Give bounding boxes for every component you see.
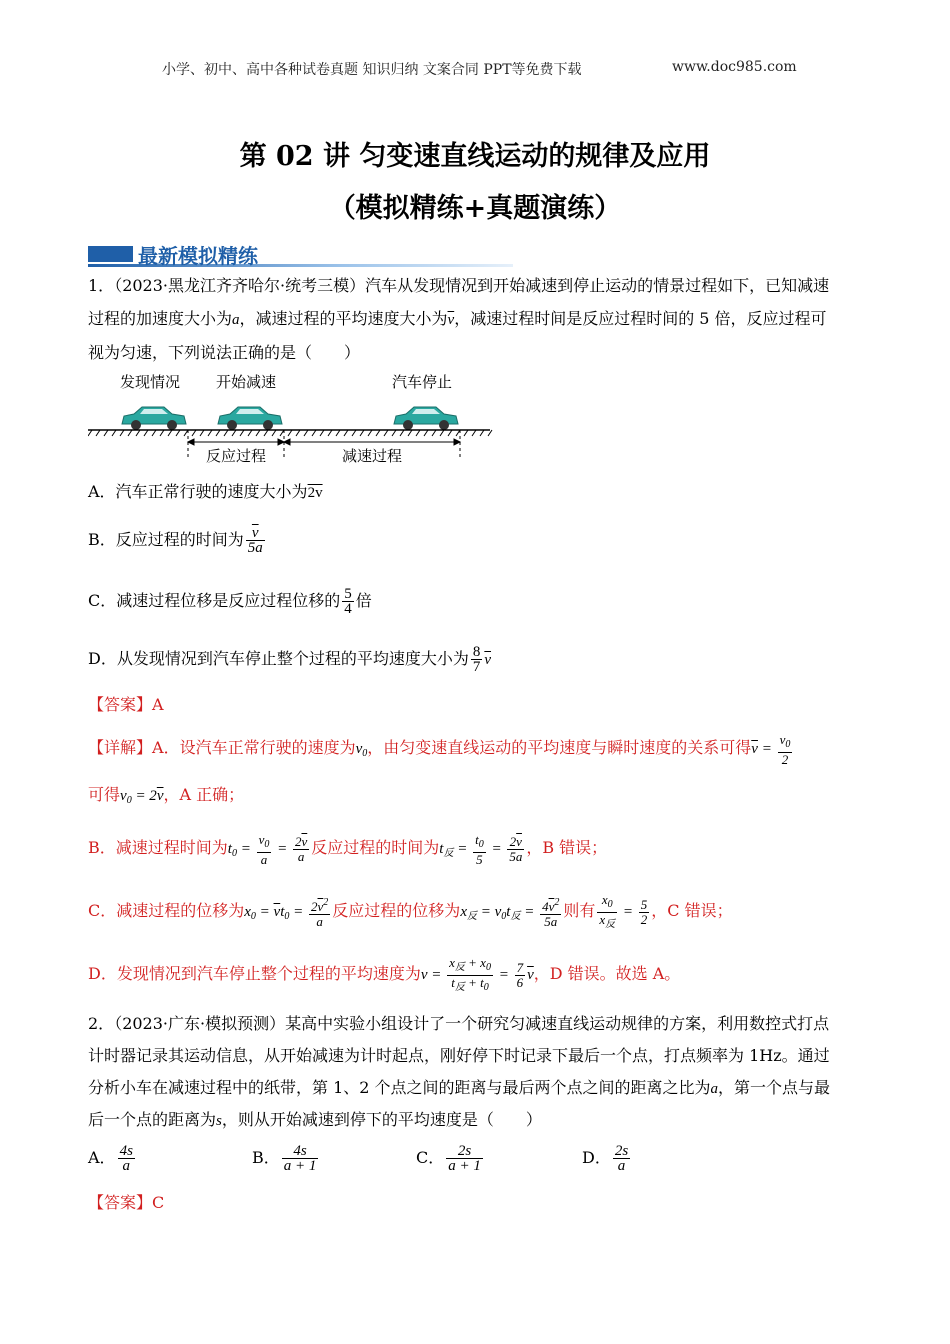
q2-text: 分析小车在减速过程中的纸带，第 1、2 个点之间的距离与最后两个点之间的距离之比为 [88,1078,711,1097]
frac-den: a + 1 [448,1158,481,1174]
answer-label: 【答案】 [88,695,153,714]
fig-label-reaction: 反应过程 [206,447,267,465]
explain-math: $t_反$ = $\frac{t_0}{5}$ = $\frac{2\overline{v}}{5a}$ [439,831,523,867]
q2-option-d[interactable] [582,1136,632,1180]
q2-line2: 计时器记录其运动信息，从开始减速为计时起点，刚好停下时记录下最后一个点，打点频率为 1Hz。通过 [88,1046,830,1065]
explain-text: 可得 [88,785,121,804]
frac-num: 8 [472,644,481,660]
explain-math: $v_0$ [355,741,368,759]
option-label: A． [88,1148,116,1167]
car-icon [122,407,186,430]
explain-text: 反应过程的时间为 [311,838,440,857]
frac-num: 5 [344,586,352,602]
frac-den: a [122,1158,130,1174]
explain-label: 【详解】 [88,738,153,757]
option-label: D． [582,1148,611,1167]
explain-text: ，D 错误。故选 A。 [533,964,681,983]
frac-num: 4s [119,1143,133,1159]
explain-text: B．减速过程时间为 [88,838,228,857]
option-fraction [613,1144,630,1173]
option-fraction [471,645,483,674]
q2-number: 2． [88,1014,115,1033]
q2-line3 [88,1078,830,1099]
page-header-site[interactable]: www.doc985.com [672,59,797,75]
frac-num: 2s [446,1144,483,1159]
frac-num: 4s [282,1144,319,1159]
option-fraction [118,1144,135,1173]
explain-text: A．设汽车正常行驶的速度为 [152,738,356,757]
q2-line4 [88,1110,542,1131]
option-text: B．反应过程的时间为 [88,530,244,549]
option-fraction [342,587,354,616]
frac-den: 7 [472,659,481,675]
fig-label-found: 发现情况 [120,373,181,391]
answer-value: A [152,695,164,714]
explain-text: ，A 正确； [163,785,245,804]
option-fraction [246,526,265,555]
fig-label-decel: 减速过程 [342,447,403,465]
car-icon [218,407,282,430]
q1-explain-a2 [88,782,244,808]
option-text: A．汽车正常行驶的速度大小为 [88,482,308,501]
q1-line2 [88,309,827,330]
q2-option-c[interactable] [416,1136,485,1180]
option-label: C． [416,1148,445,1167]
option-label: B． [252,1148,280,1167]
q2-option-a[interactable] [88,1136,137,1180]
q1-line3: 视为匀速，下列说法正确的是（ ） [88,343,361,362]
explain-math: v = $\frac{x_反 + x_0}{t_反 + t_0}$ = $\frac{7}{6}$ $\overline{v}$ [420,955,534,994]
section-label: 最新模拟精练 [138,244,258,268]
page-header-text: 小学、初中、高中各种试卷真题 知识归纳 文案合同 PPT等免费下载 [162,62,582,78]
q1-option-b[interactable] [88,517,267,563]
explain-math: $\frac{x_0}{x_反}$ = $\frac{5}{2}$ [599,892,648,931]
explain-text: ，B 错误； [526,838,608,857]
answer-label: 【答案】 [88,1193,153,1212]
explain-text: D．发现情况到汽车停止整个过程的平均速度为 [88,964,421,983]
fig-drawing [88,368,493,468]
page-subtitle: （模拟精练+真题演练） [328,193,622,224]
frac-den: 4 [344,601,352,617]
option-var: $\overline{v}$ [484,652,492,668]
explain-math: $t_0$ = $\frac{v_0}{a}$ = $\frac{2\overline{v}}{a}$ [227,831,308,867]
answer-value: C [152,1193,165,1212]
page-title: 第 02 讲 匀变速直线运动的规律及应用 [239,141,711,172]
option-math: 2v [307,485,323,501]
section-bar [88,246,133,262]
q2-var-s: s [216,1113,222,1129]
frac-num: $\overline{v}$ [246,526,265,541]
option-text: C．减速过程位移是反应过程位移的 [88,591,341,610]
q1-option-c[interactable] [88,578,372,624]
q1-line1 [88,276,829,296]
q1-text: ，减速过程时间是反应过程时间的 5 倍，反应过程可 [454,309,827,328]
fig-label-stop: 汽车停止 [392,373,453,391]
q2-source: （2023·广东·模拟预测）某高中实验小组设计了一个研究匀减速直线运动规律的方案，利用数控式打点 [114,1014,830,1033]
explain-math: $v_0 = 2\overline{v}$ [120,788,164,806]
explain-math: $\overline{v}$ = $\frac{v_0}{2}$ [751,731,791,767]
q1-text: ，减速过程的平均速度大小为 [239,309,448,328]
explain-math: $x_0 = \overline{v}t_0$ = $\frac{2\overline{v}^2}{a}$ [244,897,329,930]
q1-figure [88,368,493,468]
q2-var-a: a [710,1081,719,1097]
q1-answer [88,695,164,715]
option-text: D．从发现情况到汽车停止整个过程的平均速度大小为 [88,649,469,668]
q2-text: ，第一个点与最 [718,1078,831,1097]
q1-explain-a [88,726,794,770]
q1-var-v: $\overline{v}$ [447,312,455,328]
explain-text: C．减速过程的位移为 [88,901,245,920]
explain-math: $x_反 = v_0t_反$ = $\frac{4\overline{v}^2}{5a}$ [460,897,560,930]
q1-option-d[interactable] [88,636,491,682]
q1-text: 过程的加速度大小为 [88,309,233,328]
q2-answer [88,1193,164,1213]
explain-text: 则有 [563,901,596,920]
frac-num: 2s [614,1143,629,1159]
q1-number: 1． [88,276,115,295]
option-text: 倍 [355,591,372,610]
option-fraction [282,1144,319,1173]
explain-text: 反应过程的位移为 [332,901,461,920]
q1-option-a[interactable] [88,482,323,503]
car-icon [394,407,458,430]
frac-den: a + 1 [283,1158,317,1174]
fig-label-brake: 开始减速 [216,373,277,391]
q1-explain-b [88,825,607,871]
q1-explain-c [88,886,733,936]
explain-text: ，C 错误； [651,901,733,920]
option-fraction [446,1144,483,1173]
q2-text: 后一个点的距离为 [88,1110,217,1129]
q2-text: ，则从开始减速到停下的平均速度是（ ） [221,1110,542,1129]
section-banner [88,240,513,268]
frac-den: a [617,1158,626,1174]
frac-den: 5a [247,540,263,556]
q1-source: （2023·黑龙江齐齐哈尔·统考三模）汽车从发现情况到开始减速到停止运动的情景过程如下，已知减速 [114,276,830,295]
explain-text: ，由匀变速直线运动的平均速度与瞬时速度的关系可得 [367,738,752,757]
q1-explain-d [88,950,680,998]
q1-var-a: a [232,312,240,328]
q2-line1 [88,1014,829,1034]
q2-option-b[interactable] [252,1136,320,1180]
